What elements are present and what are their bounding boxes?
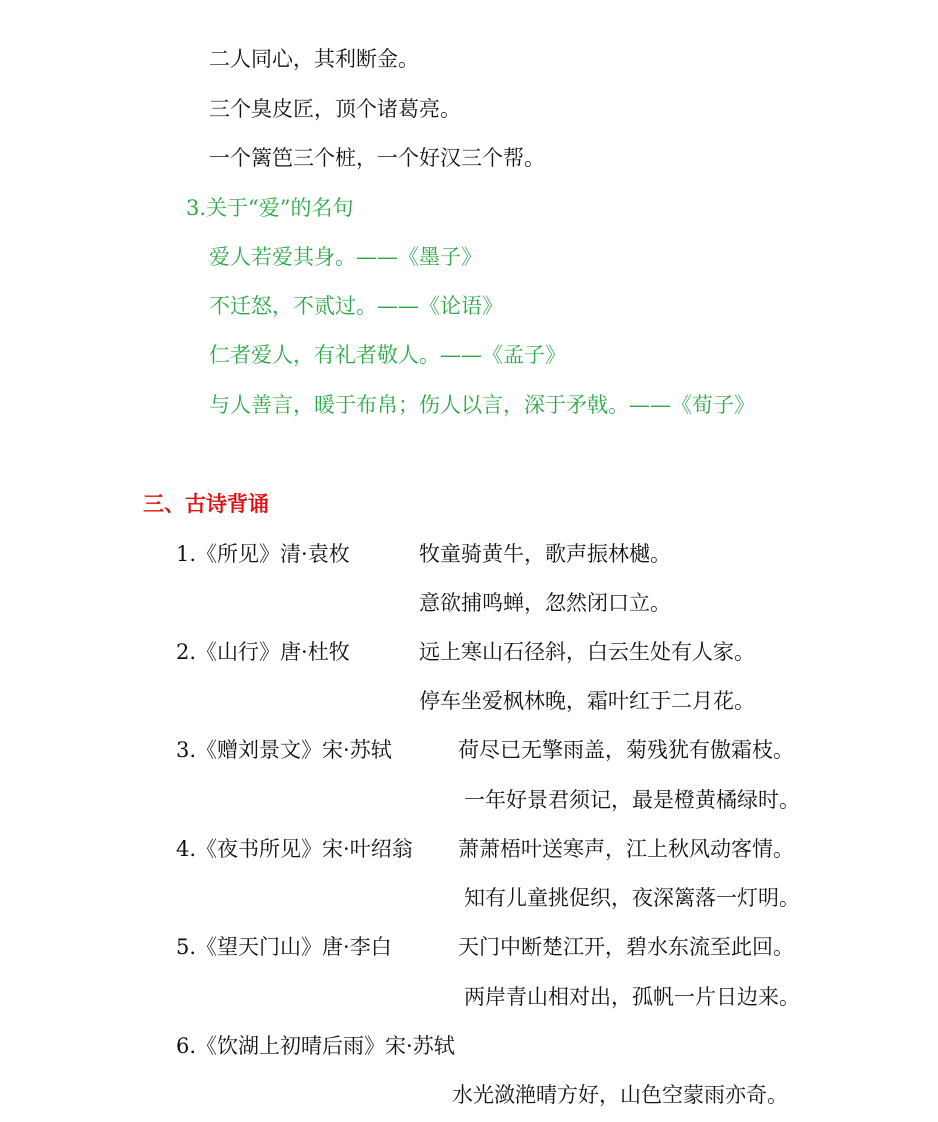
poem-line: 知有儿童挑促织，夜深篱落一灯明。 [464, 886, 800, 910]
poem-line: 停车坐爱枫林晚，霜叶红于二月花。 [419, 689, 755, 713]
poem-line: 萧萧梧叶送寒声，江上秋风动客情。 [458, 837, 794, 861]
love-quote: 仁者爱人，有礼者敬人。——《孟子》 [209, 343, 566, 367]
poem-line: 一年好景君须记，最是橙黄橘绿时。 [464, 788, 800, 812]
love-quote: 爱人若爱其身。——《墨子》 [209, 245, 482, 269]
poem-line: 两岸青山相对出，孤帆一片日边来。 [464, 985, 800, 1009]
love-quote: 不迁怒，不贰过。——《论语》 [209, 294, 503, 318]
poem-line: 水光潋滟晴方好，山色空蒙雨亦奇。 [452, 1083, 788, 1107]
poem-line: 天门中断楚江开，碧水东流至此回。 [458, 935, 794, 959]
poem-title: 6.《饮湖上初晴后雨》宋·苏轼 [176, 1034, 455, 1058]
poem-title: 2.《山行》唐·杜牧 [176, 640, 350, 664]
proverb-line: 三个臭皮匠，顶个诸葛亮。 [209, 97, 461, 121]
proverb-line: 二人同心，其利断金。 [209, 47, 419, 71]
poem-line: 牧童骑黄牛，歌声振林樾。 [419, 542, 671, 566]
love-quote: 与人善言，暖于布帛；伤人以言，深于矛戟。——《荀子》 [209, 393, 755, 417]
section-heading: 三、古诗背诵 [143, 491, 269, 516]
poem-line: 荷尽已无擎雨盖，菊残犹有傲霜枝。 [458, 738, 794, 762]
poem-title: 5.《望天门山》唐·李白 [176, 935, 392, 959]
poem-title: 4.《夜书所见》宋·叶绍翁 [176, 837, 413, 861]
poem-title: 3.《赠刘景文》宋·苏轼 [176, 738, 392, 762]
poem-line: 意欲捕鸣蝉，忽然闭口立。 [419, 591, 671, 615]
love-quotes-title: 3.关于“爱”的名句 [186, 196, 354, 220]
poem-line: 远上寒山石径斜，白云生处有人家。 [419, 640, 755, 664]
poem-title: 1.《所见》清·袁枚 [176, 542, 350, 566]
proverb-line: 一个篱笆三个桩，一个好汉三个帮。 [209, 146, 545, 170]
